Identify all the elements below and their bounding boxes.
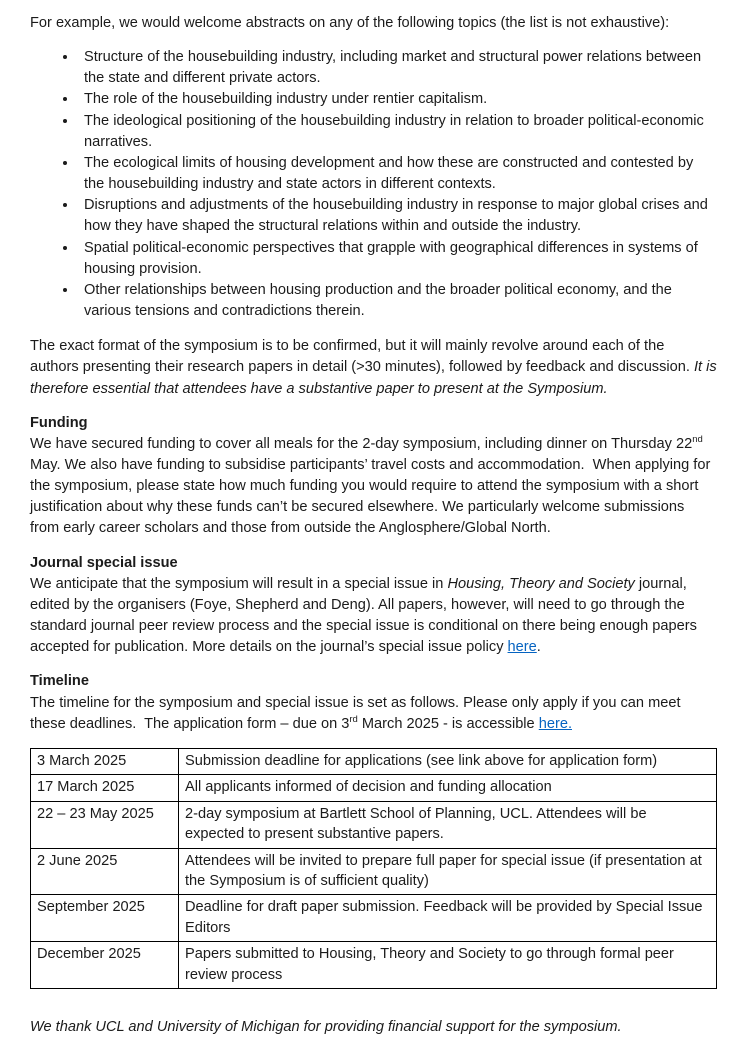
journal-text-2: journal, edited by the organisers (Foye, Shepherd and Deng). All papers, however, will need to go through the standard journal peer review process and the special issue is conditional on there being enough papers accepted for publication. More details on the journal’s special issue policy	[30, 575, 701, 656]
table-cell-date: 17 March 2025	[31, 775, 179, 801]
table-cell-description: Attendees will be invited to prepare full paper for special issue (if presentation at the Symposium is of sufficient quality)	[179, 848, 717, 895]
journal-text-3: .	[536, 639, 541, 656]
journal-special-issue-heading: Journal special issue	[30, 554, 178, 571]
journal-name-italic: Housing, Theory and Society	[447, 575, 635, 592]
table-row	[31, 942, 717, 989]
timeline-table	[30, 748, 717, 989]
ordinal-superscript: nd	[692, 433, 703, 445]
list-item: • Other relationships between housing production and the broader political economy, and the various tensions and contradictions therein.	[78, 280, 717, 322]
journal-text-1: We anticipate that the symposium will result in a special issue in	[30, 575, 448, 592]
table-row	[31, 748, 717, 774]
timeline-text-2: March 2025 - is accessible	[357, 715, 539, 732]
list-item: • Structure of the housebuilding industry, including market and structural power relations between the state and different private actors.	[78, 47, 717, 89]
table-row	[31, 775, 717, 801]
funding-text-1: We have secured funding to cover all meals for the 2-day symposium, including dinner on Thursday 22	[30, 435, 693, 452]
journal-paragraph	[30, 574, 717, 659]
table-cell-description: Papers submitted to Housing, Theory and Society to go through formal peer review process	[179, 942, 717, 989]
topics-bullet-list	[30, 47, 717, 322]
table-row	[31, 801, 717, 848]
table-cell-date: 22 – 23 May 2025	[31, 801, 179, 848]
table-cell-description: Deadline for draft paper submission. Feedback will be provided by Special Issue Editors	[179, 895, 717, 942]
table-cell-date: September 2025	[31, 895, 179, 942]
funding-paragraph	[30, 434, 717, 540]
list-item: • Disruptions and adjustments of the housebuilding industry in response to major global crises and how they have shaped the structural relations within and outside the industry.	[78, 195, 717, 237]
timeline-text-1: The timeline for the symposium and special issue is set as follows. Please only apply if you can meet these deadlines. The application form – due on 3	[30, 694, 685, 732]
table-row	[31, 848, 717, 895]
table-cell-description: 2-day symposium at Bartlett School of Planning, UCL. Attendees will be expected to present substantive papers.	[179, 801, 717, 848]
timeline-paragraph	[30, 693, 717, 735]
timeline-heading: Timeline	[30, 673, 89, 690]
format-paragraph	[30, 336, 721, 399]
special-issue-policy-link[interactable]: here	[507, 639, 537, 656]
table-cell-date: 2 June 2025	[31, 848, 179, 895]
format-paragraph-text: The exact format of the symposium is to be confirmed, but it will mainly revolve around each of the authors presenting their research papers in detail (>30 minutes), followed by feedback and discussion.	[30, 338, 694, 376]
funding-text-2: May. We also have funding to subsidise participants’ travel costs and accommodation. When applying for the symposium, please state how much funding you would require to attend the symposium with a short justification about why these funds can’t be secured elsewhere. We particularly welcome submissions from early career scholars and those from outside the Anglosphere/Global North.	[30, 435, 715, 537]
format-paragraph-italic-text: It is therefore essential that attendees have a substantive paper to present at the Symposium.	[30, 359, 721, 397]
table-cell-description: Submission deadline for applications (see link above for application form)	[179, 748, 717, 774]
list-item: • The ecological limits of housing development and how these are constructed and contested by the housebuilding industry and state actors in different contexts.	[78, 153, 717, 195]
intro-paragraph: For example, we would welcome abstracts on any of the following topics (the list is not exhaustive):	[30, 15, 670, 31]
table-row	[31, 895, 717, 942]
funding-heading: Funding	[30, 414, 88, 431]
table-cell-date: December 2025	[31, 942, 179, 989]
list-item: • Spatial political-economic perspectives that grapple with geographical differences in systems of housing provision.	[78, 238, 717, 280]
table-cell-description: All applicants informed of decision and funding allocation	[179, 775, 717, 801]
table-cell-date: 3 March 2025	[31, 748, 179, 774]
list-item: • The role of the housebuilding industry under rentier capitalism.	[78, 89, 717, 110]
application-form-link[interactable]: here.	[538, 715, 572, 732]
list-item: • The ideological positioning of the housebuilding industry in relation to broader political-economic narratives.	[78, 111, 717, 153]
acknowledgement-note: We thank UCL and University of Michigan for providing financial support for the symposium.	[30, 1019, 622, 1036]
ordinal-superscript: rd	[349, 713, 358, 725]
